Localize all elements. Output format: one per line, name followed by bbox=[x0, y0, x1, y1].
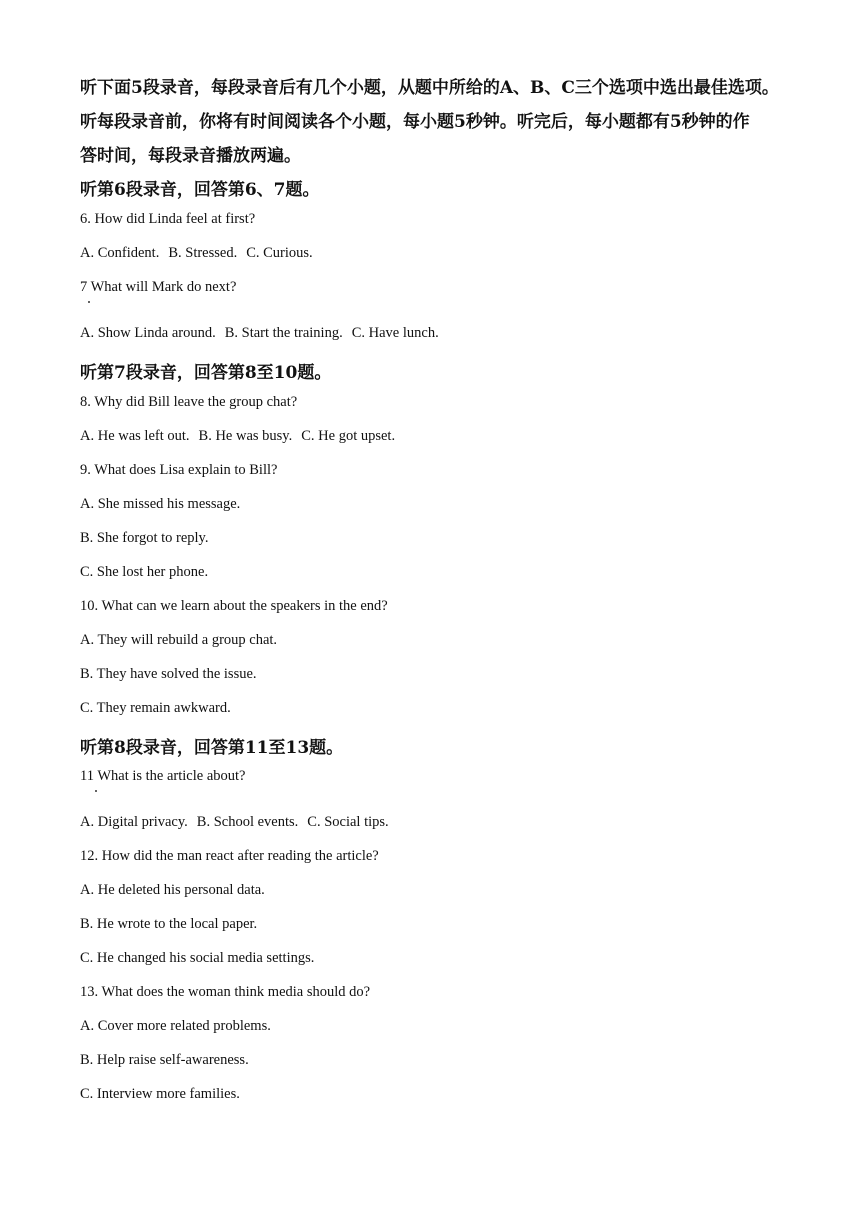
question-stem-9: 9. What does Lisa explain to Bill? bbox=[80, 462, 278, 478]
option-c: C. He got upset. bbox=[301, 428, 396, 444]
option-b: B. School events. bbox=[196, 814, 299, 830]
option-a: A. Show Linda around. bbox=[80, 325, 216, 341]
option-10b: B. They have solved the issue. bbox=[80, 666, 257, 682]
question-stem-8: 8. Why did Bill leave the group chat? bbox=[80, 394, 298, 410]
option-b: B. Stressed. bbox=[168, 245, 238, 261]
option-10a: A. They will rebuild a group chat. bbox=[80, 632, 278, 648]
question-stem-10: 10. What can we learn about the speakers in the end? bbox=[80, 598, 388, 614]
option-c: C. Have lunch. bbox=[351, 325, 439, 341]
option-12b: B. He wrote to the local paper. bbox=[80, 916, 258, 932]
option-c: C. Social tips. bbox=[307, 814, 389, 830]
option-a: A. He was left out. bbox=[80, 428, 190, 444]
option-b: B. Start the training. bbox=[224, 325, 343, 341]
instructions-line-3: 答时间，每段录音播放两遍。 bbox=[80, 146, 301, 166]
option-a: A. Digital privacy. bbox=[80, 814, 188, 830]
option-b: B. He was busy. bbox=[198, 428, 293, 444]
option-12a: A. He deleted his personal data. bbox=[80, 882, 265, 898]
option-13c: C. Interview more families. bbox=[80, 1086, 240, 1102]
section-heading-6: 听第6段录音，回答第6、7题。 bbox=[80, 180, 320, 200]
option-9c: C. She lost her phone. bbox=[80, 564, 209, 580]
question-stem-13: 13. What does the woman think media should do? bbox=[80, 984, 371, 1000]
option-12c: C. He changed his social media settings. bbox=[80, 950, 315, 966]
section-heading-8: 听第8段录音，回答第11至13题。 bbox=[80, 738, 344, 758]
question-stem-7: 7 What will Mark do next? bbox=[80, 279, 237, 295]
option-9b: B. She forgot to reply. bbox=[80, 530, 209, 546]
question-options-6 bbox=[80, 245, 313, 262]
option-13b: B. Help raise self-awareness. bbox=[80, 1052, 249, 1068]
option-13a: A. Cover more related problems. bbox=[80, 1018, 271, 1034]
stray-dot-mark bbox=[95, 790, 97, 792]
question-options-7 bbox=[80, 325, 439, 342]
question-options-8 bbox=[80, 428, 395, 445]
instructions-line-1: 听下面5段录音，每段录音后有几个小题，从题中所给的A、B、C三个选项中选出最佳选项。 bbox=[80, 78, 779, 98]
question-options-11 bbox=[80, 814, 389, 831]
question-stem-11: 11 What is the article about? bbox=[80, 768, 246, 784]
section-heading-7: 听第7段录音，回答第8至10题。 bbox=[80, 363, 332, 383]
question-stem-12: 12. How did the man react after reading the article? bbox=[80, 848, 379, 864]
instructions-line-2: 听每段录音前，你将有时间阅读各个小题，每小题5秒钟。听完后，每小题都有5秒钟的作 bbox=[80, 112, 750, 132]
option-10c: C. They remain awkward. bbox=[80, 700, 231, 716]
question-stem-6: 6. How did Linda feel at first? bbox=[80, 211, 256, 227]
option-9a: A. She missed his message. bbox=[80, 496, 241, 512]
stray-dot-mark bbox=[88, 301, 90, 303]
option-a: A. Confident. bbox=[80, 245, 160, 261]
option-c: C. Curious. bbox=[246, 245, 313, 261]
